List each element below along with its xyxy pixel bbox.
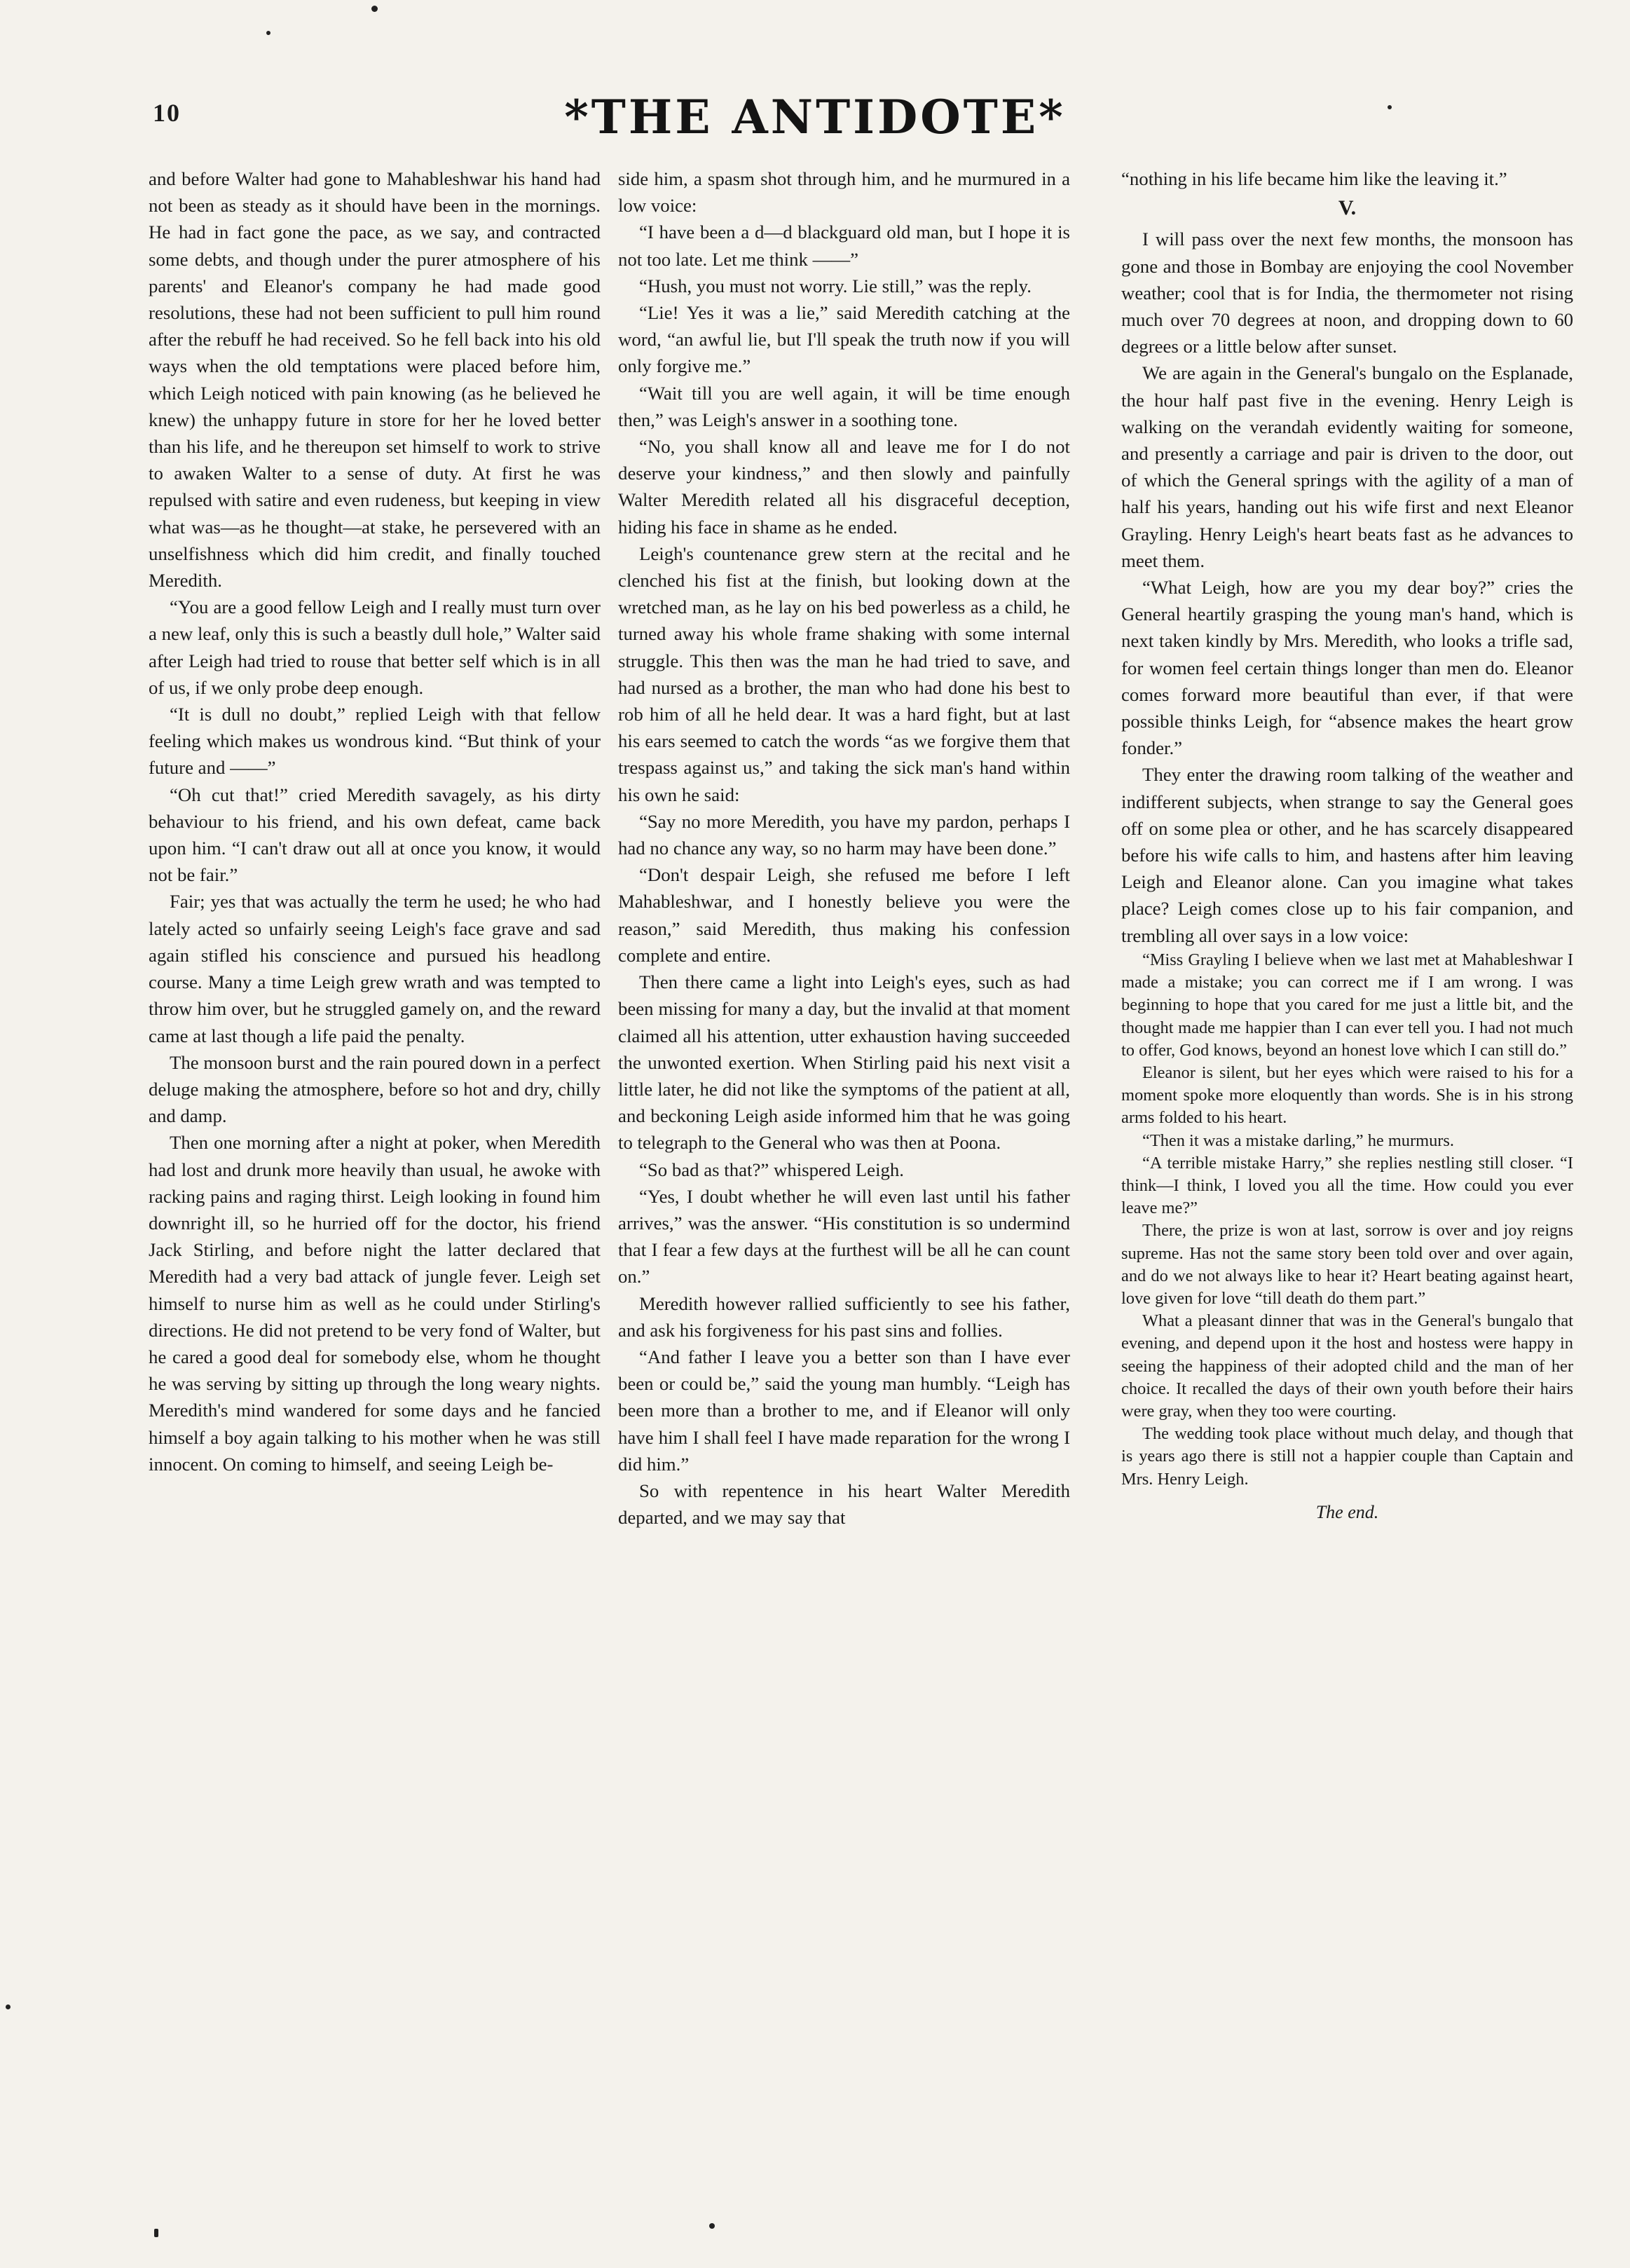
paragraph: “So bad as that?” whispered Leigh. — [639, 1159, 905, 1180]
print-speck — [709, 2223, 715, 2229]
end-note: The end. — [1315, 1501, 1379, 1522]
paragraph: Fair; yes that was actually the term he used; he who had lately acted so unfairly seeing Leigh's face grave and sad again stifled his conscience and pursued his headlong course. Many a time Leigh grew wrath and was tempted to throw him over, but he struggled gamely on, and the reward came at last though a life paid the penalty. — [149, 891, 601, 1046]
paragraph: Then there came a light into Leigh's eyes, such as had been missing for many a day, but the invalid at that moment claimed all his attention, utter exhaustion having succeeded the unwonted exertion. When Stirling paid his next visit a little later, he did not like the symptoms of the patient at all, and beckoning Leigh aside informed him that he was going to telegraph to the General who was then at Poona. — [618, 971, 1070, 1154]
paragraph: “And father I leave you a better son than I have ever been or could be,” said the young man humbly. “Leigh has been more than a brother to me, and if Eleanor will only have him I shall feel I have made reparation for the wrong I did him.” — [618, 1346, 1070, 1475]
paragraph: They enter the drawing room talking of the weather and indifferent subjects, when strange to say the General goes off on some plea or other, and he has scarcely disappeared before his wife calls to him, and hastens after him leaving Leigh and Eleanor alone. Can you imagine what takes place? Leigh comes close up to his fair companion, and trembling all over says in a low voice: — [1121, 764, 1573, 946]
print-speck — [371, 6, 378, 12]
paragraph: I will pass over the next few months, the monsoon has gone and those in Bombay are enjoying the cool November weather; cool that is for India, the thermometer not rising much over 70 degrees at noon, and dropping down to 60 degrees or a little below after sunset. — [1121, 228, 1573, 357]
paragraph: The wedding took place without much delay, and though that is years ago there is still not a happier couple than Captain and Mrs. Henry Leigh. — [1121, 1424, 1573, 1489]
paragraph: What a pleasant dinner that was in the General's bungalo that evening, and depend upon it the host and hostess were happy in seeing the happiness of their adopted child and the man of her choice. It recalled the days of their own youth before their hairs were gray, when they too were courting. — [1121, 1311, 1573, 1421]
paragraph: side him, a spasm shot through him, and he murmured in a low voice: — [618, 168, 1070, 217]
paragraph: We are again in the General's bungalo on the Esplanade, the hour half past five in the evening. Henry Leigh is walking on the verandah evidently waiting for someone, and presently a carriage and pair is driven to the door, out of which the General springs with the agility of a man of half his years, handing out his wife first and next Eleanor Grayling. Henry Leigh's heart beats fast as he advances to meet them. — [1121, 362, 1573, 571]
paragraph: Leigh's countenance grew stern at the recital and he clenched his fist at the finish, but looking down at the wretched man, as he lay on his bed powerless as a child, he turned away his whole frame shaking with some internal struggle. This then was the man he had tried to save, and had nursed as a brother, the man who had done his best to rob him of all he held dear. It was a hard fight, but at last his ears seemed to catch the words “as we forgive them that trespass against us,” and taking the sick man's hand within his own he said: — [618, 542, 1070, 805]
paragraph: “I have been a d—d blackguard old man, but I hope it is not too late. Let me think ——” — [618, 221, 1070, 270]
paragraph: There, the prize is won at last, sorrow is over and joy reigns supreme. Has not the same story been told over and over again, and do we not always like to hear it? Heart beating against heart, love given for love “till death do them part.” — [1121, 1221, 1573, 1308]
masthead — [0, 90, 1630, 153]
paragraph: “Say no more Meredith, you have my pardon, perhaps I had no chance any way, so no harm may have been done.” — [618, 810, 1070, 859]
paragraph: “Yes, I doubt whether he will even last until his father arrives,” was the answer. “His constitution is so undermind that I fear a few days at the furthest will be all he can count on.” — [618, 1185, 1070, 1287]
paragraph: Eleanor is silent, but her eyes which were raised to his for a moment spoke more eloquently than words. She is in his strong arms folded to his heart. — [1121, 1063, 1573, 1128]
print-speck — [1388, 105, 1392, 109]
paragraph: “Oh cut that!” cried Meredith savagely, as his dirty behaviour to his friend, and his own defeat, came back upon him. “I can't draw out all at once you know, it would not be fair.” — [149, 784, 601, 886]
paragraph: “nothing in his life became him like the leaving it.” — [1121, 168, 1507, 189]
paragraph: “A terrible mistake Harry,” she replies nestling still closer. “I think—I think, I loved you all the time. How could you ever leave me?” — [1121, 1153, 1573, 1218]
paragraph: “Don't despair Leigh, she refused me before I left Mahableshwar, and I honestly believe you were the reason,” said Meredith, thus making his confession complete and entire. — [618, 864, 1070, 966]
print-speck — [154, 2229, 158, 2237]
paragraph: “No, you shall know all and leave me for I do not deserve your kindness,” and then slowly and painfully Walter Meredith related all his disgraceful deception, hiding his face in shame as he ended. — [618, 436, 1070, 538]
column-3 — [1121, 165, 1573, 1526]
paragraph: Then one morning after a night at poker, when Meredith had lost and drunk more heavily than usual, he awoke with racking pains and raging thirst. Leigh looking in found him downright ill, so he hurried off for the doctor, his friend Jack Stirling, and before night the latter declared that Meredith had a very bad attack of jungle fever. Leigh set himself to nurse him as well as he could under Stirling's directions. He did not pretend to be very fond of Walter, but he cared a good deal for somebody else, whom he thought he was serving by sitting up through the long weary nights. Meredith's mind wandered for some days and he fancied himself a boy again talking to his mother when he was still innocent. On coming to himself, and seeing Leigh be- — [149, 1132, 601, 1475]
small-print-block — [1121, 949, 1573, 1491]
paragraph: “Then it was a mistake darling,” he murmurs. — [1142, 1130, 1454, 1150]
column-1 — [149, 165, 601, 1477]
column-2 — [618, 165, 1070, 1531]
paragraph: “It is dull no doubt,” replied Leigh with that fellow feeling which makes us wondrous kind. “But think of your future and ——” — [149, 704, 601, 779]
paragraph: The monsoon burst and the rain poured down in a perfect deluge making the atmosphere, before so hot and dry, chilly and damp. — [149, 1051, 601, 1127]
paragraph: “You are a good fellow Leigh and I really must turn over a new leaf, only this is such a beastly dull hole,” Walter said after Leigh had tried to rouse that better self which is in all of us, if we only probe deep enough. — [149, 596, 601, 698]
section-heading: V. — [1338, 196, 1357, 220]
print-speck — [6, 2004, 11, 2009]
print-speck — [266, 31, 270, 35]
paragraph: Meredith however rallied sufficiently to see his father, and ask his forgiveness for his past sins and follies. — [618, 1292, 1070, 1341]
paragraph: and before Walter had gone to Mahableshwar his hand had not been as steady as it should have been in the mornings. He had in fact gone the pace, as we say, and contracted some debts, and though under the purer atmosphere of his parents' and Eleanor's company he had made good resolutions, these had not been sufficient to pull him round after the rebuff he had received. So he fell back into his old ways when the old temptations were placed before him, which Leigh noticed with pain knowing (as he believed he knew) the unhappy future in store for her he loved better than his life, and he thereupon set himself to work to strive to awaken Walter to a sense of duty. At first he was repulsed with satire and even rudeness, but keeping in view what was—as he thought—at stake, he persevered with an unselfishness which did him credit, and finally touched Meredith. — [149, 168, 601, 592]
paragraph: So with repentence in his heart Walter Meredith departed, and we may say that — [618, 1480, 1070, 1529]
paragraph: “What Leigh, how are you my dear boy?” cries the General heartily grasping the young man's hand, which is next taken kindly by Mrs. Meredith, who looks a trifle sad, for women feel certain things longer than men do. Eleanor comes forward more beautiful than ever, if that were possible thinks Leigh, for “absence makes the heart grow fonder.” — [1121, 577, 1573, 759]
paragraph: “Lie! Yes it was a lie,” said Meredith catching at the word, “an awful lie, but I'll speak the truth now if you will only forgive me.” — [618, 302, 1070, 377]
paragraph: “Miss Grayling I believe when we last met at Mahableshwar I made a mistake; you can correct me if I am wrong. I was beginning to hope that you cared for me just a little bit, and the thought made me happier than I can ever tell you. I had not much to offer, God knows, beyond an honest love which I can still do.” — [1121, 950, 1573, 1060]
page-number: 10 — [153, 99, 181, 127]
paragraph: “Wait till you are well again, it will be time enough then,” was Leigh's answer in a soothing tone. — [618, 382, 1070, 430]
newspaper-title: *THE ANTIDOTE* — [564, 90, 1066, 144]
paragraph: “Hush, you must not worry. Lie still,” was the reply. — [639, 275, 1032, 296]
